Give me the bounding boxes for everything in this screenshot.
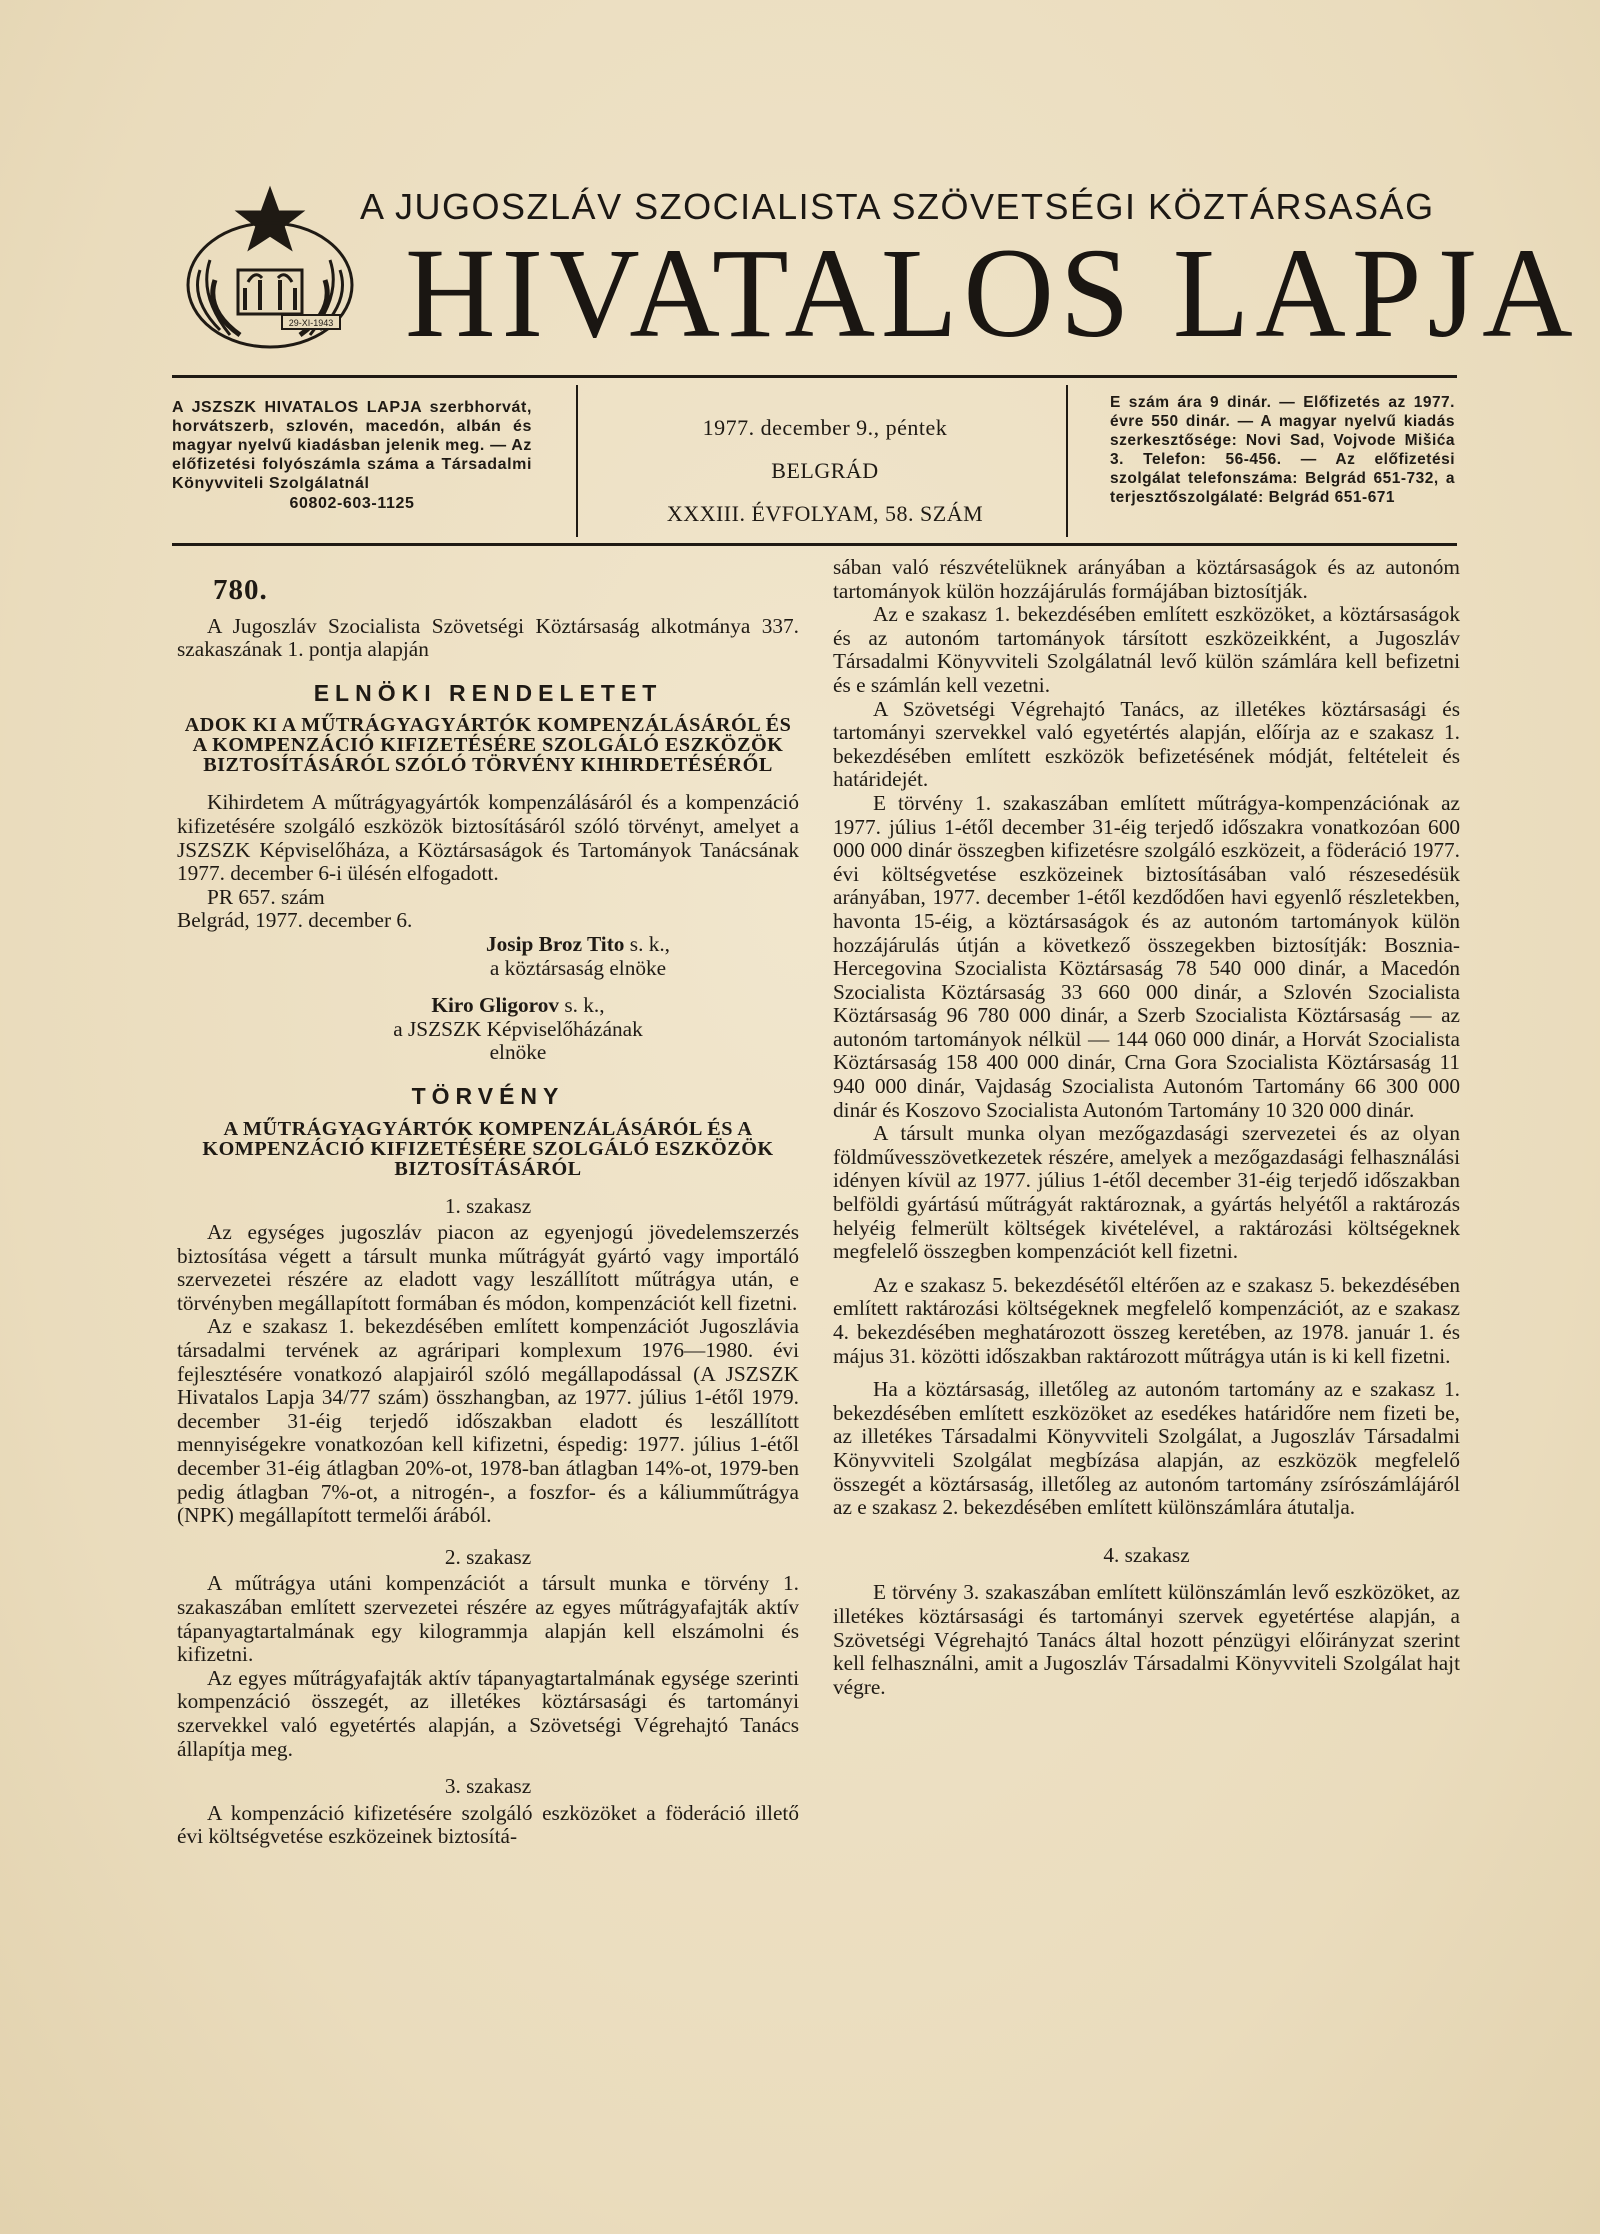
- left-column: [177, 556, 799, 1849]
- masthead-title: HIVATALOS LAPJA: [405, 222, 1579, 364]
- section-4-heading: 4. szakasz: [1103, 1542, 1190, 1567]
- section-2-paragraph-1: A műtrágya utáni kompenzációt a társult munka e törvény 1. szakaszában említett szervezetei részére az egyes műtrágyafajták aktív tápanyagtartalmának egy kilogrammja alapján kell elszámolni és kifizetni.: [177, 1571, 799, 1667]
- preamble: A Jugoszláv Szocialista Szövetségi Köztársaság alkotmánya 337. szakaszának 1. pontja alapján: [177, 613, 799, 662]
- section-1-paragraph-1: Az egységes jugoszláv piacon az egyenjogú jövedelemszerzés biztosítása végett a társult munka műtrágyát gyártó vagy importáló szervezetei részére az eladott vagy leszállított műtrágya után, e törvényben megállapított formában és módon, kompenzációt kell fizetni.: [177, 1220, 799, 1315]
- issue-city: BELGRÁD: [771, 458, 879, 483]
- section-3-paragraph-7: Ha a köztársaság, illetőleg az autonóm tartomány az e szakasz 1. bekezdésében említett eszközöket az esedékes határidőre nem fizeti be, az illetékes Társadalmi Könyvviteli Szolgálat, a Jugoszláv Társadalmi Könyvviteli Szolgálat megbízása alapján, az eszközök megfelelő összegét a köztársaság, illetőleg az autonóm tartomány zsírószámlájáról az e szakasz 2. bekezdésében említett különszámlára átutalja.: [833, 1377, 1460, 1520]
- issue-volume: XXXIII. ÉVFOLYAM, 58. SZÁM: [666, 501, 984, 526]
- section-3-paragraph-6: Az e szakasz 5. bekezdésétől eltérően az e szakasz 5. bekezdésében említett raktározási költségeknek megfelelő kompenzációt, az e szakasz 4. bekezdésében meghatározott összeg keretében, az 1978. január 1. és május 31. közötti időszakban raktározott műtrágya után is ki kell fizetni.: [833, 1272, 1460, 1368]
- header-divider-left: [576, 385, 578, 537]
- masthead-subtitle: A JUGOSZLÁV SZOCIALISTA SZÖVETSÉGI KÖZTÁRSASÁG: [360, 186, 1435, 227]
- section-3-paragraph-5: A társult munka olyan mezőgazdasági szervezetei és az olyan földművesszövetkezetek részére, amelyek a mezőgazdasági felhasználási idényen kívül az 1977. július 1-étől december 31-éig terjedő időszakban belföldi gyártású műtrágyát raktároznak, a gyártás helyétől a raktározás helyéig felmerült költségek kivételével, a raktározási költségeknek megfelelő összegben kompenzációt kell fizetni.: [833, 1121, 1460, 1264]
- section-3-paragraph-2: Az e szakasz 1. bekezdésében említett eszközöket, a köztársaságok és az autonóm tartományok társított eszközeikként, a Jugoszláv Társadalmi Könyvviteli Szolgálatnál levő külön számlára kell befizetni és e számlán kell vezetni.: [833, 602, 1460, 697]
- law-heading: TÖRVÉNY: [411, 1082, 565, 1109]
- law-title: A MŰTRÁGYAGYÁRTÓK KOMPENZÁLÁSÁRÓL ÉS A KOMPENZÁCIÓ KIFIZETÉSÉRE SZOLGÁLÓ ESZKÖZÖK BIZTOSÍTÁSÁRÓL: [202, 1117, 774, 1180]
- signer1-suffix: s. k.,: [624, 931, 671, 956]
- state-emblem-icon: [170, 160, 370, 360]
- signer2-suffix: s. k.,: [559, 993, 605, 1018]
- right-column: [833, 556, 1460, 1699]
- header-right-notice: E szám ára 9 dinár. — Előfizetés az 1977. évre 550 dinár. — A magyar nyelvű kiadás szerkesztősége: Novi Sad, Vojvode Mišića 3. Telefon: 56-456. — Az előfizetési szolgálat telefonszáma: Belgrád 651-732, a terjesztőszolgálaté: Belgrád 651-671: [1110, 394, 1455, 506]
- section-3-heading: 3. szakasz: [444, 1774, 532, 1799]
- header-left-text: A JSZSZK HIVATALOS LAPJA szerbhorvát, horvátszerb, szlovén, macedón, albán és magyar nyelvű kiadásban jelenik meg. — Az előfizetési folyószámla száma a Társadalmi Könyvviteli Szolgálatnál: [172, 399, 532, 492]
- header-account-number: 60802-603-1125: [289, 495, 415, 512]
- header-issue-info: [600, 406, 1050, 535]
- header-divider-right: [1066, 385, 1068, 537]
- section-2-paragraph-2: Az egyes műtrágyafajták aktív tápanyagtartalmának egysége szerinti kompenzáció összegét, az illetékes köztársasági és tartományi szervekkel való egyetértés alapján, a Szövetségi Végrehajtó Tanács állapítja meg.: [177, 1665, 799, 1761]
- decree-title: ADOK KI A MŰTRÁGYAGYÁRTÓK KOMPENZÁLÁSÁRÓL ÉS A KOMPENZÁCIÓ KIFIZETÉSÉRE SZOLGÁLÓ ESZKÖZÖK BIZTOSÍTÁSÁRÓL SZÓLÓ TÖRVÉNY KIHIRDETÉSÉRŐL: [184, 714, 792, 777]
- document-number: 780.: [213, 574, 268, 606]
- signer2-title-2: elnöke: [489, 1040, 547, 1065]
- decree-text: Kihirdetem A műtrágyagyártók kompenzálásáról és a kompenzáció kifizetésére szolgáló eszközök biztosításáról szóló törvényt, amelyet a JSZSZK Képviselőháza, a Köztársaságok és Tartományok Tanácsának 1977. december 6-i ülésén elfogadott.: [177, 790, 799, 886]
- section-3-continuation: sában való részvételüknek arányában a köztársaságok és az autonóm tartományok külön hozzájárulás formájában biztosítják.: [833, 555, 1460, 603]
- signer2-title-1: a JSZSZK Képviselőházának: [393, 1016, 643, 1041]
- section-1-paragraph-2: Az e szakasz 1. bekezdésében említett kompenzációt Jugoszlávia társadalmi tervének az agráripari komplexum 1976—1980. évi fejlesztésére vonatkozó alapjairól szóló megállapodással (A JSZSZK Hivatalos Lapja 34/77 szám) összhangban, az 1977. július 1-étől 1979. december 31-éig terjedő időszakban eladott és leszállított mennyiségekre vonatkozóan kell kifizetni, éspedig: 1977. július 1-étől december 31-éig átlagban 20%-ot, 1978-ban átlagban 14%-ot, 1979-ben pedig átlagban 7%-ot, a nitrogén-, a foszfor- és a káliumműtrágya (NPK) megállapított termelői árából.: [177, 1314, 799, 1528]
- section-3-paragraph-1: A kompenzáció kifizetésére szolgáló eszközöket a föderáció illető évi költségvetése eszközeinek biztosítá-: [177, 1800, 799, 1849]
- issue-date: 1977. december 9., péntek: [702, 415, 948, 440]
- signature-tito: [357, 933, 799, 980]
- signer1-title: a köztársaság elnöke: [489, 955, 667, 980]
- signer1-name: Josip Broz Tito: [485, 931, 625, 956]
- signer2-name: Kiro Gligorov: [431, 993, 560, 1018]
- place-date: Belgrád, 1977. december 6.: [177, 908, 413, 933]
- section-3-paragraph-4: E törvény 1. szakaszában említett műtrágya-kompenzációnak az 1977. július 1-étől december 31-éig terjedő időszakra vonatkozóan 600 000 000 dinár összegben kifizetésre szolgáló eszközeit, a föderáció 1977. évi költségvetése eszközeinek biztosításában való részesedésük arányában, 1977. december 1-étől kezdődően havi egyenlő részletekben, havonta 15-éig, a köztársaságok és az autonóm tartományok külön hozzájárulás útján a következő összegekben biztosítják: Bosznia-Hercegovina Szocialista Köztársaság 78 540 000 dinár, a Macedón Szocialista Köztársaság 33 660 000 dinár, a Szlovén Szocialista Köztársaság 96 780 000 dinár, a Szerb Szocialista Köztársaság — az autonóm tartományok nélkül — 144 060 000 dinár, a Horvát Szocialista Köztársaság 158 400 000 dinár, Crna Gora Szocialista Köztársaság 11 940 000 dinár, Vajdaság Szocialista Autonóm Tartomány 66 300 000 dinár és Koszovo Szocialista Autonóm Tartomány 10 320 000 dinár.: [833, 790, 1460, 1122]
- section-3-paragraph-3: A Szövetségi Végrehajtó Tanács, az illetékes köztársasági és tartományi szervekkel való egyetértés alapján, előírja az e szakasz 1. bekezdésében említett eszközök befizetésének módját, feltételeit és határidejét.: [833, 696, 1460, 792]
- header-rule-bottom: [172, 543, 1457, 546]
- section-1-heading: 1. szakasz: [444, 1193, 532, 1218]
- header-rule-top: [172, 375, 1457, 378]
- header-left-notice: [172, 398, 532, 513]
- decree-heading: ELNÖKI RENDELETET: [313, 679, 663, 706]
- signature-gligorov: [237, 994, 799, 1065]
- section-2-heading: 2. szakasz: [444, 1544, 532, 1569]
- pr-number: PR 657. szám: [207, 884, 325, 909]
- section-4-paragraph-1: E törvény 3. szakaszában említett különszámlán levő eszközöket, az illetékes köztársasági és tartományi szervek egyetértése alapján, a Szövetségi Végrehajtó Tanács által hozott pénzügyi előirányzat szerint kell felhasználni, amit a Jugoszláv Társadalmi Könyvviteli Szolgálat hajt végre.: [833, 1580, 1460, 1699]
- emblem-date-label: 29-XI-1943: [288, 318, 334, 328]
